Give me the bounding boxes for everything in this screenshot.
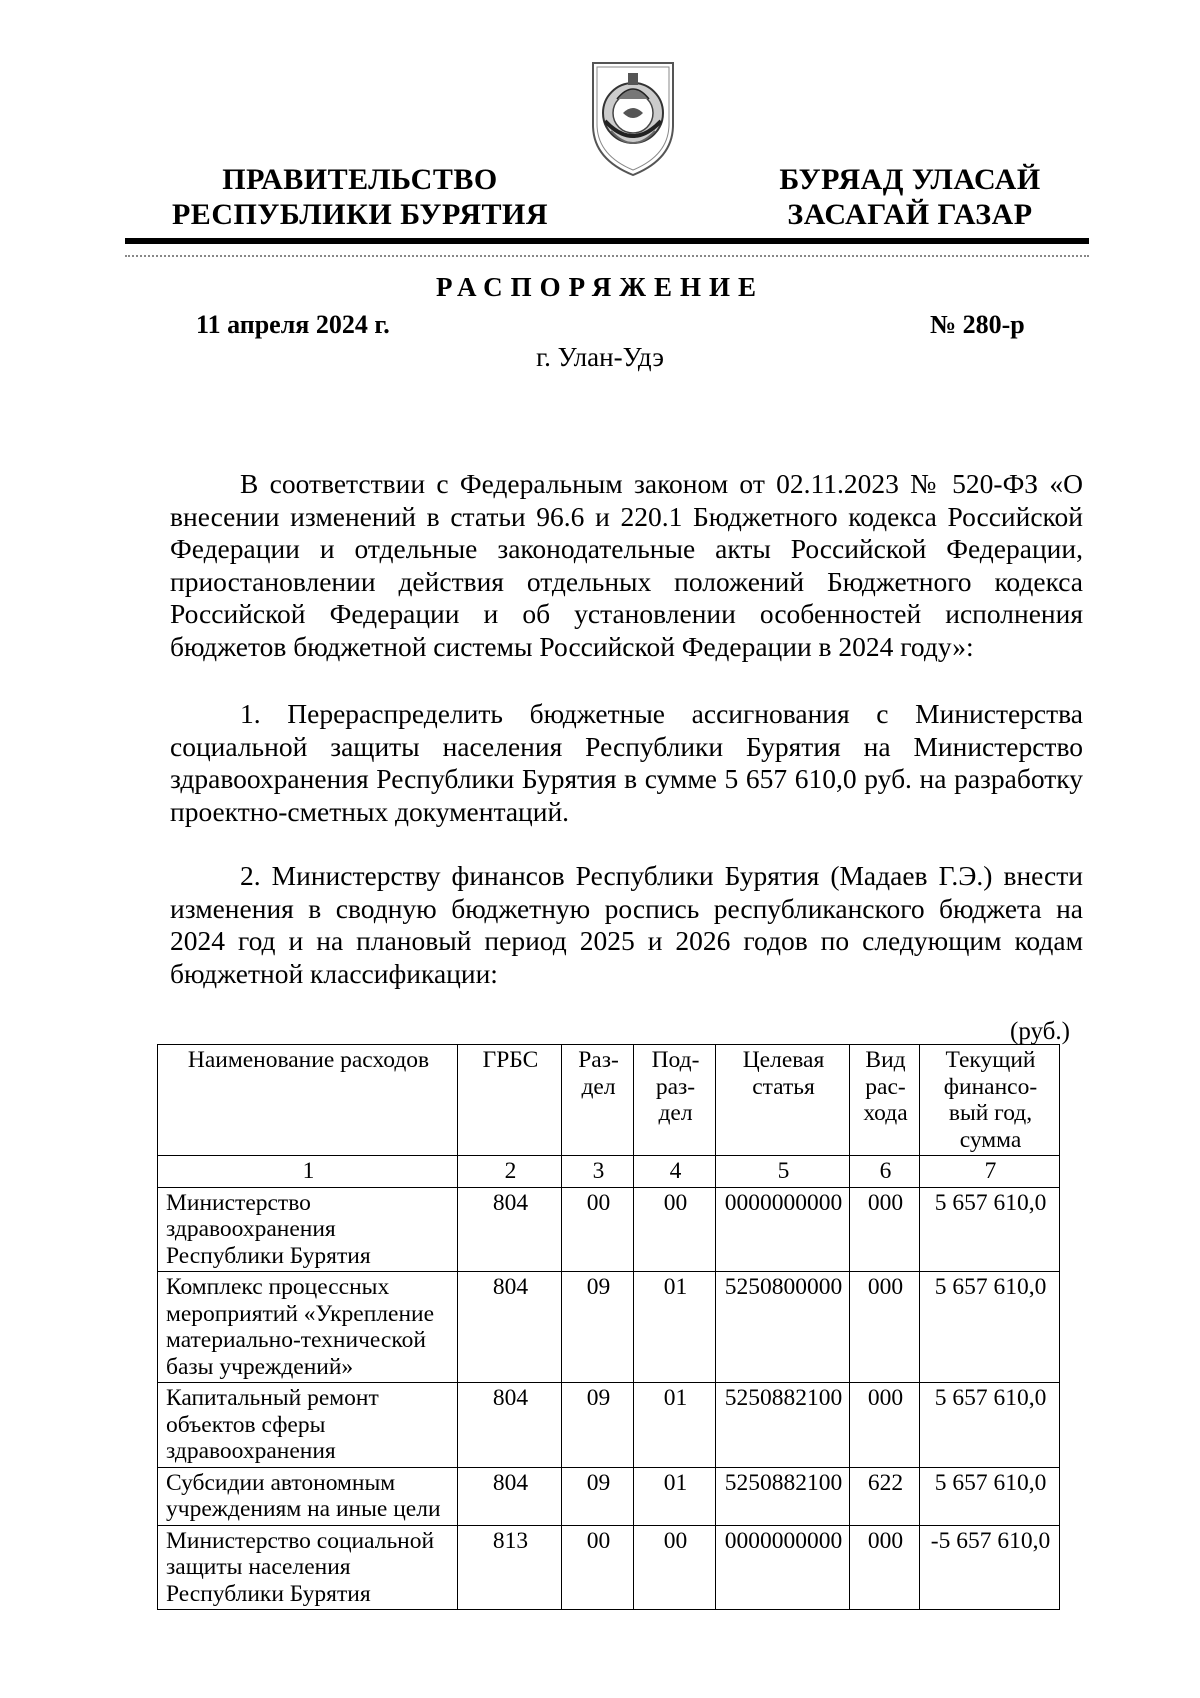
row-subsection: 01 bbox=[634, 1383, 716, 1468]
row-subsection: 00 bbox=[634, 1525, 716, 1610]
row-name: Субсидии автономным учреждениям на иные цели bbox=[158, 1467, 458, 1525]
budget-classification-table bbox=[157, 1044, 1060, 1610]
government-name-line2: РЕСПУБЛИКИ БУРЯТИЯ bbox=[171, 198, 549, 231]
index-cell: 2 bbox=[458, 1156, 562, 1188]
row-amount: 5 657 610,0 bbox=[920, 1383, 1060, 1468]
row-target: 0000000000 bbox=[716, 1525, 850, 1610]
table-row bbox=[158, 1272, 1060, 1383]
document-type: РАСПОРЯЖЕНИЕ bbox=[435, 272, 765, 302]
header-amount: Текущий финансо- вый год, сумма bbox=[920, 1045, 1060, 1156]
header-subsection: Под- раз- дел bbox=[634, 1045, 716, 1156]
row-expense-type: 000 bbox=[850, 1272, 920, 1383]
header-name: Наименование расходов bbox=[158, 1045, 458, 1156]
row-expense-type: 622 bbox=[850, 1467, 920, 1525]
table-header-row bbox=[158, 1045, 1060, 1156]
header-divider-thin bbox=[125, 255, 1089, 257]
table-row bbox=[158, 1187, 1060, 1272]
government-name-buryat-line2: ЗАСАГАЙ ГАЗАР bbox=[787, 198, 1033, 231]
table-row bbox=[158, 1525, 1060, 1610]
document-city: г. Улан-Удэ bbox=[536, 342, 664, 372]
row-grbs: 804 bbox=[458, 1187, 562, 1272]
header-section: Раз- дел bbox=[562, 1045, 634, 1156]
preamble-text: В соответствии с Федеральным законом от 02.11.2023 № 520-ФЗ «О внесении изменений в статьи 96.6 и 220.1 Бюджетного кодекса Российской Федерации и отдельные законодательные акты Российской Федерации, приостановлении действия отдельных положений Бюджетного кодекса Российской Федерации и об установлении особенностей исполнения бюджетов бюджетной системы Российской Федерации в 2024 году»: bbox=[170, 468, 1083, 662]
item-2-paragraph bbox=[170, 860, 1083, 990]
row-section: 00 bbox=[562, 1187, 634, 1272]
preamble-paragraph bbox=[170, 468, 1083, 663]
row-amount: 5 657 610,0 bbox=[920, 1187, 1060, 1272]
row-target: 5250882100 bbox=[716, 1467, 850, 1525]
header-divider-thick bbox=[125, 238, 1089, 244]
row-expense-type: 000 bbox=[850, 1525, 920, 1610]
item-1-text: 1. Перераспределить бюджетные ассигнования с Министерства социальной защиты населения Республики Бурятия на Министерство здравоохранения Республики Бурятия в сумме 5 657 610,0 руб. на разработку проектно-сметных документаций. bbox=[170, 698, 1083, 827]
row-amount: -5 657 610,0 bbox=[920, 1525, 1060, 1610]
row-name: Министерство здравоохранения Республики Бурятия bbox=[158, 1187, 458, 1272]
row-expense-type: 000 bbox=[850, 1383, 920, 1468]
table-index-row bbox=[158, 1156, 1060, 1188]
row-subsection: 01 bbox=[634, 1467, 716, 1525]
row-grbs: 804 bbox=[458, 1272, 562, 1383]
index-cell: 4 bbox=[634, 1156, 716, 1188]
row-expense-type: 000 bbox=[850, 1187, 920, 1272]
row-section: 09 bbox=[562, 1272, 634, 1383]
index-cell: 5 bbox=[716, 1156, 850, 1188]
row-target: 5250882100 bbox=[716, 1383, 850, 1468]
row-subsection: 01 bbox=[634, 1272, 716, 1383]
row-grbs: 804 bbox=[458, 1467, 562, 1525]
government-name-buryat bbox=[760, 162, 1060, 232]
document-number: № 280-р bbox=[930, 310, 1025, 339]
item-2-text: 2. Министерству финансов Республики Бурятия (Мадаев Г.Э.) внести изменения в сводную бюджетную роспись республиканского бюджета на 2024 год и на плановый период 2025 и 2026 годов по следующим кодам бюджетной классификации: bbox=[170, 860, 1083, 989]
row-grbs: 813 bbox=[458, 1525, 562, 1610]
row-section: 09 bbox=[562, 1383, 634, 1468]
index-cell: 6 bbox=[850, 1156, 920, 1188]
index-cell: 1 bbox=[158, 1156, 458, 1188]
row-amount: 5 657 610,0 bbox=[920, 1467, 1060, 1525]
row-section: 09 bbox=[562, 1467, 634, 1525]
government-name-buryat-line1: БУРЯАД УЛАСАЙ bbox=[779, 163, 1041, 196]
table-unit-label: (руб.) bbox=[1010, 1018, 1070, 1045]
index-cell: 7 bbox=[920, 1156, 1060, 1188]
coat-of-arms-icon bbox=[583, 55, 683, 179]
table-row bbox=[158, 1467, 1060, 1525]
government-name-russian bbox=[170, 162, 550, 232]
header-expense-type: Вид рас- хода bbox=[850, 1045, 920, 1156]
row-name: Комплекс процессных мероприятий «Укрепление материально-технической базы учреждений» bbox=[158, 1272, 458, 1383]
row-subsection: 00 bbox=[634, 1187, 716, 1272]
row-section: 00 bbox=[562, 1525, 634, 1610]
row-name: Министерство социальной защиты населения Республики Бурятия bbox=[158, 1525, 458, 1610]
row-target: 5250800000 bbox=[716, 1272, 850, 1383]
row-grbs: 804 bbox=[458, 1383, 562, 1468]
row-amount: 5 657 610,0 bbox=[920, 1272, 1060, 1383]
header-grbs: ГРБС bbox=[458, 1045, 562, 1156]
government-name-line1: ПРАВИТЕЛЬСТВО bbox=[222, 163, 498, 196]
item-1-paragraph bbox=[170, 698, 1083, 828]
document-date: 11 апреля 2024 г. bbox=[196, 310, 390, 339]
table-row bbox=[158, 1383, 1060, 1468]
row-target: 0000000000 bbox=[716, 1187, 850, 1272]
header-target: Целевая статья bbox=[716, 1045, 850, 1156]
index-cell: 3 bbox=[562, 1156, 634, 1188]
row-name: Капитальный ремонт объектов сферы здравоохранения bbox=[158, 1383, 458, 1468]
